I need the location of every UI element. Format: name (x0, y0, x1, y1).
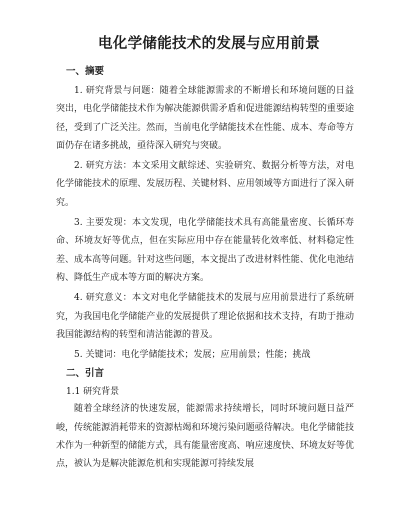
abstract-paragraph-keywords: 5. 关键词：电化学储能技术；发展；应用前景；性能；挑战 (74, 350, 311, 361)
abstract-paragraph-findings: 3. 主要发现：本文发现，电化学储能技术具有高能量密度、长循环寿命、环境友好等优点，但在实际应用中存在能量转化效率低、材料稳定性差、成本高等问题。针对这些问题，本文提出了改进材料性能、优化电池结构、降低生产成本等方面的解决方案。 (56, 218, 354, 283)
section-introduction (56, 366, 354, 473)
subsection-heading-background: 1.1 研究背景 (66, 387, 120, 398)
document-page (56, 34, 354, 474)
introduction-paragraph: 随着全球经济的快速发展，能源需求持续增长，同时环境问题日益严峻，传统能源消耗带来的资源枯竭和环境污染问题亟待解决。电化学储能技术作为一种新型的储能方式，具有能量密度高、响应速度快、环境友好等优点，被认为是解决能源危机和实现能源可持续发展 (56, 404, 354, 470)
abstract-paragraph-methods: 2. 研究方法：本文采用文献综述、实验研究、数据分析等方法，对电化学储能技术的原理、发展历程、关键材料、应用领域等方面进行了深入研究。 (56, 161, 354, 208)
section-abstract (56, 64, 354, 364)
section-heading-introduction: 二、引言 (66, 368, 105, 380)
abstract-paragraph-significance: 4. 研究意义：本文对电化学储能技术的发展与应用前景进行了系统研究，为我国电化学储能产业的发展提供了理论依据和技术支持，有助于推动我国能源结构的转型和清洁能源的普及。 (56, 293, 354, 340)
document-title: 电化学储能技术的发展与应用前景 (98, 36, 320, 52)
abstract-paragraph-background: 1. 研究背景与问题：随着全球能源需求的不断增长和环境问题的日益突出，电化学储能技术作为解决能源供需矛盾和促进能源结构转型的重要途径，受到了广泛关注。然而，当前电化学储能技术在性能、成本、寿命等方面仍存在诸多挑战，亟待深入研究与突破。 (56, 86, 354, 151)
section-heading-abstract: 一、摘要 (66, 66, 105, 77)
